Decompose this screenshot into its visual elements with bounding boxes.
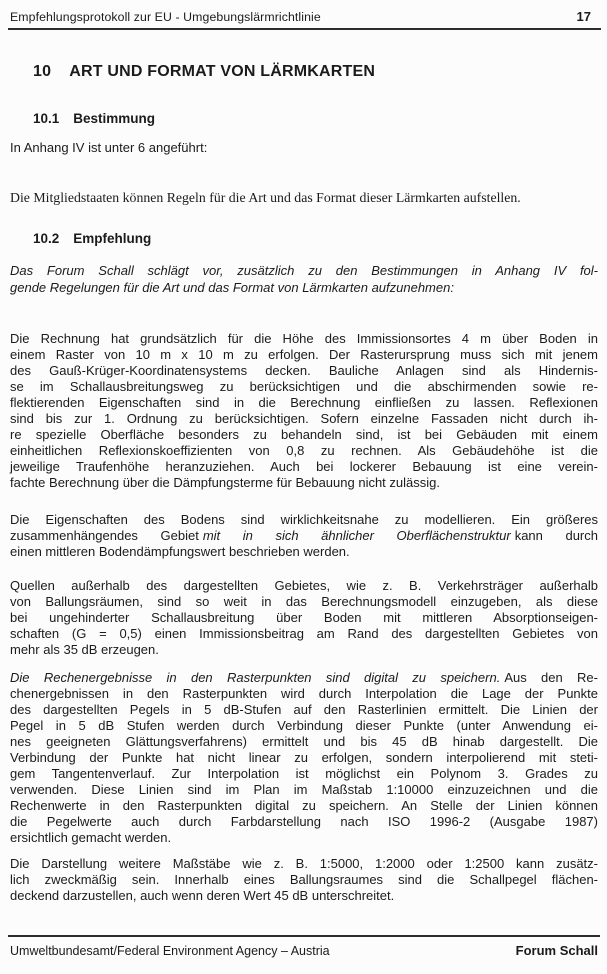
text-line: einen mittleren Bodendämpfungswert beschrieben werden.: [10, 544, 350, 559]
paragraph-calculation-grid: [10, 331, 598, 491]
text-line: [10, 528, 598, 544]
section-title: ART UND FORMAT VON LÄRMKARTEN: [69, 63, 376, 80]
text-line: sind bis zur 1. Ordnung zu berücksichtigen. Sofern einzelne Fassaden nicht durch ih-: [10, 411, 598, 426]
text-line: chenergebnissen in den Rasterpunkten wird durch Interpolation die Lage der Punkte: [10, 686, 598, 701]
subsection-heading-bestimmung: [33, 111, 607, 126]
paragraph-external-sources: [10, 578, 598, 658]
section-number: 10: [33, 63, 52, 80]
text-segment: zusammenhängendes Gebiet: [10, 528, 199, 543]
subsection-title: Bestimmung: [73, 111, 156, 126]
section-heading: [33, 63, 607, 81]
paragraph-calculation-results: [10, 670, 598, 846]
text-segment-italic: Die Rechenergebnisse in den Rasterpunkten sind digital zu speichern.: [10, 670, 501, 685]
text-line: Quellen außerhalb des dargestellten Gebietes, wie z. B. Verkehrsträger außerhalb: [10, 578, 598, 593]
paragraph-map-scales: [10, 856, 598, 904]
text-line: gem Tangentenverlauf. Zur Interpolation ist möglichst ein Polynom 3. Grades zu: [10, 766, 598, 781]
text-line: nes geeigneten Glättungsverfahrens) ermittelt und bis 45 dB hinab dargestellt. Die: [10, 734, 598, 749]
text-line: lich zweckmäßig sein. Innerhalb eines Ballungsraumes sind die Schallpegel flächen-: [10, 872, 598, 887]
footer-forum-schall: Forum Schall: [515, 943, 598, 958]
text-segment: Aus den Re-: [504, 670, 598, 685]
text-line: se im Schallausbreitungsweg zu berücksichtigen und die abschirmenden sowie re-: [10, 379, 598, 394]
text-segment-italic: mit in sich ähnlicher Oberflächenstruktur: [202, 528, 511, 543]
paragraph-ground-properties: [10, 512, 598, 560]
text-line: Die Rechnung hat grundsätzlich für die Höhe des Immissionsortes 4 m über Boden in: [10, 331, 598, 346]
text-line: die Pegelwerte auch durch Farbdarstellung nach ISO 1996-2 (Ausgabe 1987): [10, 814, 598, 829]
text-line: re spezielle Oberfläche besonders zu behandeln sind, ist bei Gebäuden mit einem: [10, 427, 598, 442]
text-line: fachte Berechnung über die Dämpfungsterme für Bebauung nicht zulässig.: [10, 475, 440, 490]
text-line: deckend darzustellen, auch wenn deren Wert 45 dB unterschreitet.: [10, 888, 395, 903]
text-line: mehr als 35 dB erzeugen.: [10, 642, 159, 657]
text-line: einem Raster von 10 m x 10 m zu erfolgen. Der Rasterursprung muss sich mit jenem: [10, 347, 598, 362]
paragraph-continuation: [10, 686, 598, 846]
text-line: Rechenwerte in den Rasterpunkten digital zu speichern. An Stelle der Linien können: [10, 798, 598, 813]
text-line: Pegel in 5 dB Stufen werden durch Verbindung dieser Punkte (unter Anwendung ei-: [10, 718, 598, 733]
text-line: bei ungehinderter Schallausbreitung über Boden mit mittleren Absorptionseigen-: [10, 610, 598, 625]
text-line: des Gauß-Krüger-Koordinatensystems decken. Bauliche Anlagen sind als Hindernis-: [10, 363, 598, 378]
page-number: 17: [576, 9, 591, 24]
subsection-number: 10.2: [33, 231, 60, 246]
footer-agency: Umweltbundesamt/Federal Environment Agency – Austria: [10, 944, 330, 958]
text-line: ersichtlich gemacht werden.: [10, 830, 172, 845]
subsection-number: 10.1: [33, 111, 60, 126]
page-header: [0, 0, 607, 24]
header-rule: [8, 28, 601, 30]
text-line: verwenden. Diese Linien sind im Plan im Maßstab 1:10000 einzuzeichnen und die: [10, 782, 598, 797]
subsection-title: Empfehlung: [73, 231, 152, 246]
text-line: einheitlichen Reflexionskoeffizienten von 0,8 zu rechnen. Als Gebäudehöhe ist die: [10, 443, 598, 458]
page-footer: [8, 935, 600, 958]
text-segment: kann durch: [514, 528, 598, 543]
text-line: flektierenden Eigenschaften sind in die Berechnung einfließen zu lassen. Reflexionen: [10, 395, 598, 410]
text-line: von Ballungsräumen, sind so weit in das Berechnungsmodell einzugeben, als diese: [10, 594, 598, 609]
text-line: gende Regelungen für die Art und das Format von Lärmkarten aufzunehmen:: [10, 280, 454, 295]
text-line: Verbindung der Punkte hat nicht linear zu erfolgen, sondern interpolierend mit steti-: [10, 750, 598, 765]
intro-paragraph: In Anhang IV ist unter 6 angeführt:: [10, 140, 208, 155]
text-line: Das Forum Schall schlägt vor, zusätzlich zu den Bestimmungen in Anhang IV fol-: [10, 263, 598, 278]
text-line: jeweilige Traufenhöhe heranzuziehen. Auch bei lockerer Bebauung ist eine verein-: [10, 459, 598, 474]
text-line: Die Eigenschaften des Bodens sind wirklichkeitsnahe zu modellieren. Ein größeres: [10, 512, 598, 527]
header-title: Empfehlungsprotokoll zur EU - Umgebungslärmrichtlinie: [10, 10, 321, 24]
text-line: [10, 670, 598, 686]
text-line: Die Darstellung weitere Maßstäbe wie z. B. 1:5000, 1:2000 oder 1:2500 kann zusätz-: [10, 856, 598, 871]
paragraph-proposal: [10, 262, 598, 296]
subsection-heading-empfehlung: [33, 231, 607, 246]
text-line: des dargestellten Pegels in 5 dB-Stufen auf den Rasterlinien ermittelt. Die Linien der: [10, 702, 598, 717]
text-line: schaften (G = 0,5) einen Immissionsbeitrag am Rand des dargestellten Gebietes von: [10, 626, 598, 641]
quoted-regulation-text: Die Mitgliedstaaten können Regeln für die Art und das Format dieser Lärmkarten aufstellen.: [10, 190, 521, 205]
